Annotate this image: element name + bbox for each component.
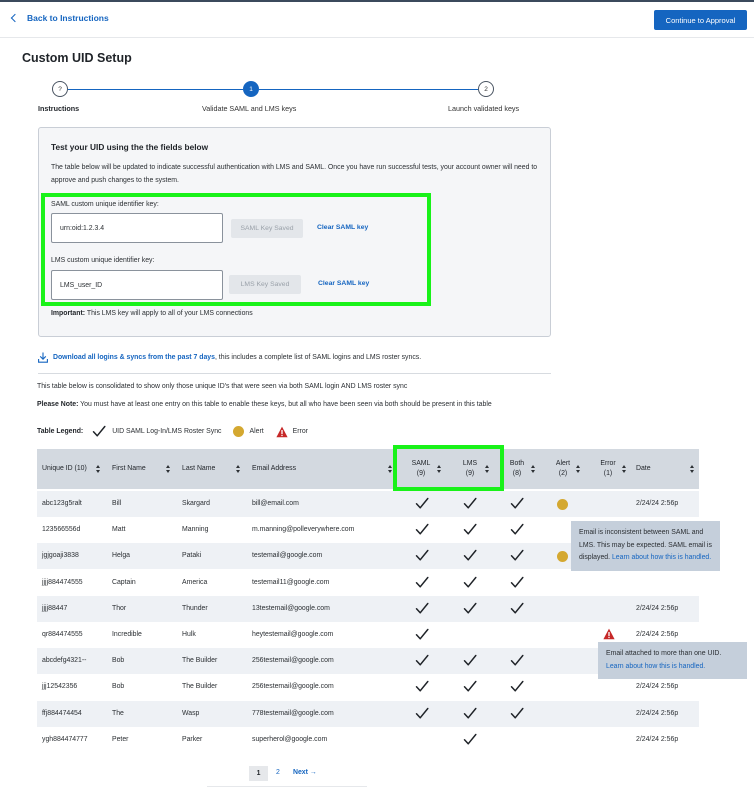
- next-page-button[interactable]: Next →: [293, 769, 317, 776]
- table-legend: [37, 425, 308, 438]
- error-tooltip: [598, 642, 747, 679]
- error-tooltip-text: Email attached to more than one UID.: [606, 650, 722, 657]
- please-note-prefix: Please Note:: [37, 401, 79, 408]
- download-description: , this includes a complete list of SAML logins and LMS roster syncs.: [214, 354, 422, 361]
- error-triangle-icon[interactable]: [603, 628, 615, 640]
- alert-tooltip-text: Email is inconsistent between SAML and LMS. This may be expected. SAML email is displayed.: [579, 529, 712, 561]
- highlight-box-columns: [393, 445, 504, 491]
- cell-last-name: Parker: [182, 735, 203, 743]
- checkmark-icon: [510, 654, 524, 667]
- error-tooltip-link[interactable]: Learn about how this is handled.: [606, 662, 706, 670]
- please-note: [37, 401, 492, 408]
- both-header-label: Both: [509, 460, 525, 467]
- clear-saml-key-link[interactable]: Clear SAML key: [317, 224, 369, 231]
- cell-first-name: Thor: [112, 604, 127, 612]
- col-header-email[interactable]: Email Address: [252, 465, 297, 472]
- checkmark-icon: [510, 576, 524, 589]
- cell-unique-id: abc123g5ralt: [42, 500, 82, 507]
- error-triangle-icon: [276, 426, 288, 438]
- important-text: This LMS key will apply to all of your LMS connections: [85, 310, 253, 317]
- clear-lms-key-link[interactable]: Clear SAML key: [318, 280, 370, 287]
- table-row[interactable]: [37, 570, 699, 596]
- sort-both-icon[interactable]: [531, 465, 536, 474]
- checkmark-icon: [510, 497, 524, 510]
- cell-first-name: The: [112, 709, 124, 717]
- lms-header-count: (9): [465, 470, 475, 477]
- step-2-label: Validate SAML and LMS keys: [202, 104, 297, 113]
- checkmark-icon: [510, 523, 524, 536]
- checkmark-icon: [463, 733, 477, 746]
- checkmark-icon: [415, 576, 429, 589]
- top-accent-line: [0, 0, 754, 2]
- col-header-error[interactable]: [593, 459, 623, 479]
- step-3-label: Launch validated keys: [448, 104, 520, 113]
- checkmark-icon: [415, 680, 429, 693]
- cell-email: 778testemail@google.com: [252, 709, 334, 717]
- legend-error-label: Error: [292, 428, 308, 435]
- cell-last-name: Hulk: [182, 631, 196, 638]
- col-header-both[interactable]: [503, 459, 531, 479]
- cell-unique-id: ffj884474454: [42, 709, 82, 717]
- checkmark-icon: [415, 497, 429, 510]
- cell-unique-id: ygh884474777: [42, 735, 88, 743]
- table-row[interactable]: [37, 727, 699, 753]
- checkmark-icon: [463, 576, 477, 589]
- page-title: Custom UID Setup: [22, 51, 132, 65]
- checkmark-icon: [510, 707, 524, 720]
- test-panel-description: The table below will be updated to indicate successful authentication with LMS and SAML. Once you have run successful tests, your account owner will need to approve and push changes to the system.: [51, 164, 538, 184]
- cell-date: 2/24/24 2:56p: [636, 500, 679, 507]
- table-row[interactable]: [37, 596, 699, 622]
- checkmark-icon: [415, 602, 429, 615]
- lms-key-saved-button[interactable]: LMS Key Saved: [229, 275, 301, 294]
- saml-key-label: SAML custom unique identifier key:: [51, 201, 159, 208]
- alert-dot-icon[interactable]: [557, 551, 568, 562]
- sort-alert-icon[interactable]: [576, 465, 581, 474]
- cell-first-name: Matt: [112, 526, 126, 534]
- cell-first-name: Bob: [112, 683, 125, 691]
- important-prefix: Important:: [51, 310, 86, 317]
- checkmark-icon: [415, 628, 429, 641]
- error-header-label: Error: [600, 460, 616, 467]
- highlight-box-keys: [41, 193, 431, 306]
- back-to-instructions-link[interactable]: [12, 13, 109, 23]
- test-panel-title: Test your UID using the the fields below: [51, 142, 209, 152]
- checkmark-icon: [463, 523, 477, 536]
- checkmark-icon: [510, 680, 524, 693]
- sort-date-icon[interactable]: [690, 465, 695, 474]
- cell-first-name: Captain: [112, 578, 136, 586]
- chevron-left-icon: [11, 14, 19, 22]
- saml-key-input[interactable]: urn:oid:1.2.3.4: [51, 213, 223, 243]
- checkmark-icon: [415, 654, 429, 667]
- cell-date: 2/24/24 2:56p: [636, 709, 679, 717]
- cell-email: 13testemail@google.com: [252, 604, 330, 612]
- saml-header-label: SAML: [411, 460, 431, 467]
- table-info-text: This table below is consolidated to show only those unique ID's that were seen via both SAML login AND LMS roster sync: [37, 383, 408, 390]
- saml-header-count: (9): [416, 470, 426, 477]
- col-header-unique-id[interactable]: Unique ID (10): [42, 465, 87, 472]
- lms-key-label: LMS custom unique identifier key:: [51, 257, 155, 264]
- cell-last-name: America: [182, 578, 208, 586]
- cell-last-name: Skargard: [182, 500, 210, 507]
- header-divider: [0, 37, 754, 38]
- sort-last-name-icon[interactable]: [236, 465, 241, 474]
- download-logins-link[interactable]: Download all logins & syncs from the past 7 days: [53, 354, 215, 361]
- alert-header-count: (2): [558, 470, 568, 477]
- cell-last-name: Thunder: [182, 604, 208, 612]
- col-header-alert[interactable]: [548, 459, 578, 479]
- cell-email: testemail11@google.com: [252, 578, 330, 586]
- sort-error-icon[interactable]: [622, 465, 627, 474]
- stepper-line-2: [259, 89, 478, 90]
- cell-first-name: Peter: [112, 735, 129, 743]
- step-2-marker[interactable]: 1: [243, 81, 259, 97]
- lms-key-input[interactable]: LMS_user_ID: [51, 270, 223, 300]
- cell-email: 256testemail@google.com: [252, 683, 334, 691]
- checkmark-icon: [510, 549, 524, 562]
- back-link-label: Back to Instructions: [27, 13, 109, 23]
- please-note-text: You must have at least one entry on this table to enable these keys, but all who have been seen via both should be present in this table: [78, 401, 492, 408]
- checkmark-icon: [415, 707, 429, 720]
- checkmark-icon: [415, 549, 429, 562]
- cell-date: 2/24/24 2:56p: [636, 735, 679, 743]
- download-row: [38, 352, 421, 363]
- stepper-line-1: [68, 89, 243, 90]
- cell-email: bill@email.com: [252, 500, 299, 507]
- pagination-divider: [207, 786, 367, 787]
- cell-unique-id: qr884474555: [42, 631, 83, 638]
- legend-alert-label: Alert: [249, 428, 264, 435]
- important-note: [51, 310, 253, 317]
- cell-last-name: The Builder: [182, 657, 218, 665]
- cell-unique-id: jgjgoaji3838: [42, 552, 79, 560]
- cell-first-name: Bill: [112, 500, 122, 507]
- checkmark-icon: [463, 549, 477, 562]
- error-header-count: (1): [603, 470, 613, 477]
- step-1-label: Instructions: [38, 104, 80, 113]
- cell-unique-id: jjjj88447: [42, 604, 68, 612]
- cell-email: m.manning@polleverywhere.com: [252, 526, 355, 534]
- alert-dot-icon[interactable]: [557, 499, 568, 510]
- page-1-button[interactable]: 1: [249, 766, 268, 781]
- saml-key-saved-button[interactable]: SAML Key Saved: [231, 219, 303, 238]
- step-1-marker[interactable]: ?: [52, 81, 68, 97]
- cell-email: 256testemail@google.com: [252, 657, 334, 665]
- download-icon: [38, 352, 48, 363]
- page-2-button[interactable]: 2: [276, 769, 280, 776]
- cell-unique-id: jjj12542356: [42, 683, 78, 691]
- continue-to-approval-button[interactable]: Continue to Approval: [654, 10, 747, 30]
- cell-email: superherol@google.com: [252, 735, 328, 743]
- cell-last-name: The Builder: [182, 683, 218, 691]
- cell-email: testemail@google.com: [252, 552, 323, 560]
- cell-first-name: Incredible: [112, 631, 142, 638]
- legend-title: Table Legend:: [37, 428, 84, 435]
- checkmark-icon: [463, 602, 477, 615]
- checkmark-icon: [463, 497, 477, 510]
- checkmark-icon: [463, 707, 477, 720]
- legend-check-label: UID SAML Log-In/LMS Roster Sync: [112, 428, 222, 435]
- cell-last-name: Wasp: [182, 709, 200, 717]
- cell-email: heytestemail@google.com: [252, 631, 334, 638]
- cell-unique-id: jjjj884474555: [42, 578, 83, 586]
- checkmark-icon: [510, 602, 524, 615]
- cell-unique-id: abcdefg4321--: [42, 657, 87, 665]
- alert-tooltip: [571, 521, 720, 571]
- checkmark-icon: [415, 523, 429, 536]
- sort-first-name-icon[interactable]: [166, 465, 171, 474]
- cell-first-name: Helga: [112, 552, 131, 560]
- lms-header-label: LMS: [462, 460, 478, 467]
- col-header-first-name[interactable]: First Name: [112, 465, 146, 472]
- alert-tooltip-link[interactable]: Learn about how this is handled.: [611, 554, 712, 561]
- both-header-count: (8): [512, 470, 522, 477]
- col-header-date[interactable]: Date: [636, 465, 651, 472]
- cell-date: 2/24/24 2:56p: [636, 683, 679, 691]
- cell-unique-id: 123566556d: [42, 526, 81, 534]
- step-3-marker[interactable]: 2: [478, 81, 494, 97]
- cell-date: 2/24/24 2:56p: [636, 631, 679, 638]
- checkmark-icon: [92, 425, 106, 438]
- cell-last-name: Pataki: [182, 552, 202, 560]
- table-row[interactable]: [37, 491, 699, 517]
- section-divider: [38, 373, 551, 374]
- sort-uid-icon[interactable]: [96, 465, 101, 474]
- checkmark-icon: [463, 654, 477, 667]
- alert-dot-icon: [233, 426, 244, 437]
- cell-last-name: Manning: [182, 526, 209, 534]
- cell-first-name: Bob: [112, 657, 125, 665]
- table-row[interactable]: [37, 701, 699, 727]
- col-header-last-name[interactable]: Last Name: [182, 465, 216, 472]
- checkmark-icon: [463, 680, 477, 693]
- alert-header-label: Alert: [555, 460, 571, 467]
- cell-date: 2/24/24 2:56p: [636, 604, 679, 612]
